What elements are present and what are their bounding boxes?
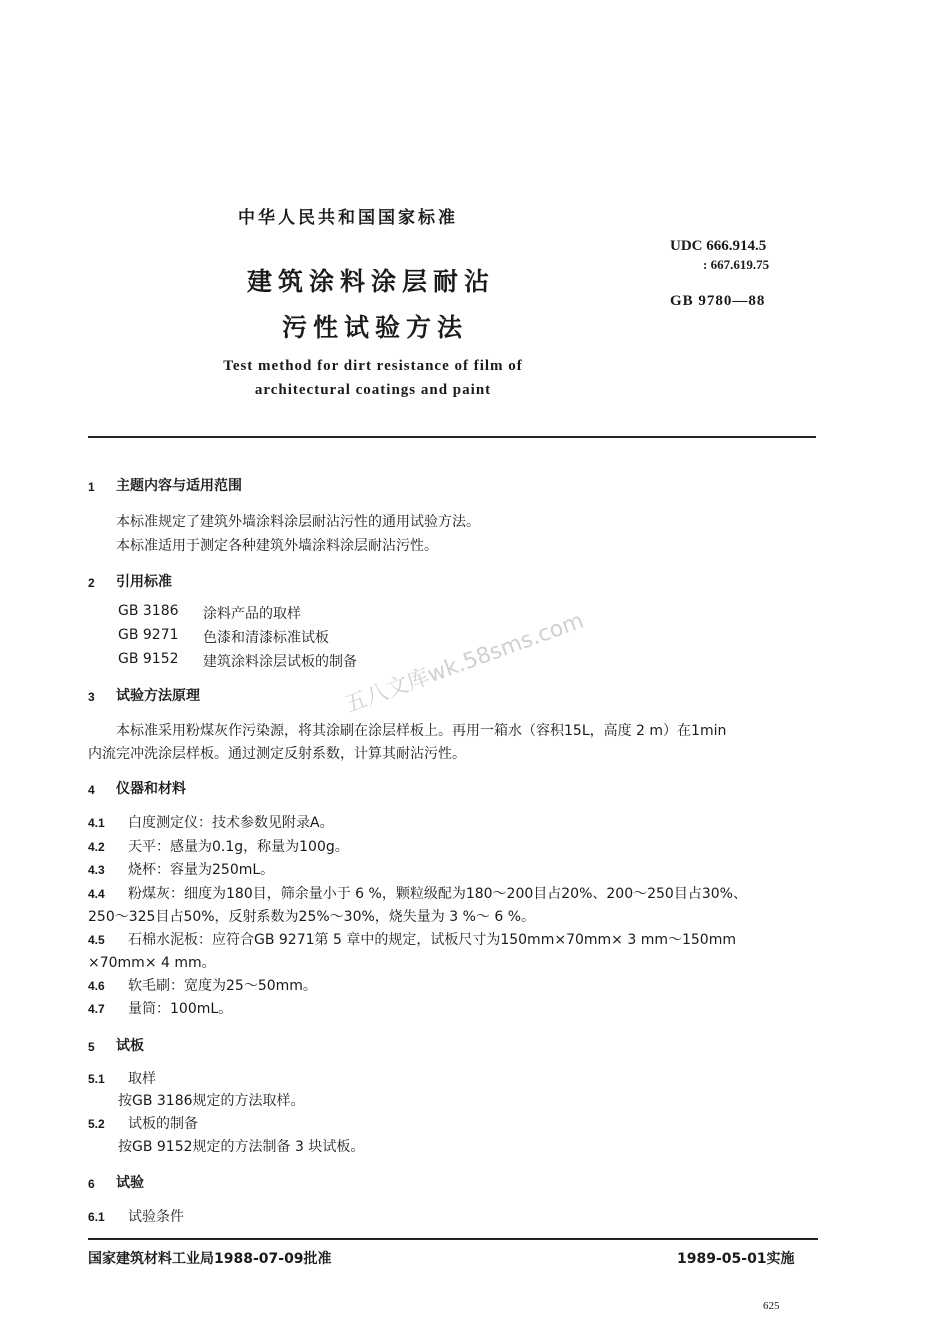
section-title: 仪器和材料 [116, 781, 186, 797]
reference-name: 涂料产品的取样 [203, 606, 301, 622]
reference-code: GB 9271 [118, 627, 179, 643]
item-text: 白度测定仪：技术参数见附录A。 [128, 815, 334, 831]
subsection-number: 6.1 [88, 1210, 105, 1224]
item-number: 4.3 [88, 863, 105, 877]
reference-name: 建筑涂料涂层试板的制备 [203, 654, 357, 670]
section-number: 6 [88, 1177, 95, 1191]
paragraph: 本标准适用于测定各种建筑外墙涂料涂层耐沾污性。 [116, 538, 438, 554]
subsection-number: 5.2 [88, 1117, 105, 1131]
item-number: 4.5 [88, 933, 105, 947]
section-title: 引用标准 [116, 574, 172, 590]
section-number: 4 [88, 783, 95, 797]
approval-date: 国家建筑材料工业局1988-07-09批准 [88, 1251, 332, 1267]
item-text: 石棉水泥板：应符合GB 9271第 5 章中的规定，试板尺寸为150mm×70mm× 3 mm～150mm [128, 932, 736, 948]
section-number: 2 [88, 576, 95, 590]
document-title-line2: 污性试验方法 [282, 313, 469, 342]
section-number: 1 [88, 480, 95, 494]
udc-code: UDC 666.914.5 [670, 238, 767, 254]
section-title: 主题内容与适用范围 [116, 478, 242, 494]
item-text: 天平：感量为0.1g，称量为100g。 [128, 839, 349, 855]
paragraph: 按GB 3186规定的方法取样。 [118, 1093, 305, 1109]
effective-date: 1989-05-01实施 [677, 1251, 795, 1267]
footer-divider [88, 1238, 818, 1240]
page-number: 625 [763, 1300, 780, 1312]
paragraph: 按GB 9152规定的方法制备 3 块试板。 [118, 1139, 365, 1155]
item-text: 量筒：100mL。 [128, 1001, 233, 1017]
english-title-line2: architectural coatings and paint [254, 382, 492, 398]
english-title-line1: Test method for dirt resistance of film of [223, 358, 523, 374]
section-title: 试验方法原理 [116, 688, 200, 704]
section-number: 5 [88, 1040, 95, 1054]
item-text-continued: 250～325目占50%，反射系数为25%～30%，烧失量为 3 %～ 6 %。 [88, 909, 536, 925]
subsection-title: 取样 [128, 1071, 156, 1087]
header-divider [88, 436, 816, 438]
item-number: 4.1 [88, 816, 105, 830]
item-number: 4.6 [88, 979, 105, 993]
reference-name: 色漆和清漆标准试板 [203, 630, 329, 646]
reference-code: GB 9152 [118, 651, 179, 667]
subsection-title: 试验条件 [128, 1209, 184, 1225]
subsection-number: 5.1 [88, 1072, 105, 1086]
document-title-line1: 建筑涂料涂层耐沾 [247, 267, 496, 296]
section-title: 试验 [116, 1175, 144, 1191]
subsection-title: 试板的制备 [128, 1116, 198, 1132]
item-number: 4.7 [88, 1002, 105, 1016]
item-text-continued: ×70mm× 4 mm。 [88, 955, 216, 971]
reference-code: GB 3186 [118, 603, 179, 619]
item-text: 粉煤灰：细度为180目，筛余量小于 6 %，颗粒级配为180～200目占20%、200～250目占30%、 [128, 886, 747, 902]
item-text: 软毛刷：宽度为25～50mm。 [128, 978, 317, 994]
item-number: 4.4 [88, 887, 105, 901]
section-title: 试板 [116, 1038, 144, 1054]
udc-code-continued: : 667.619.75 [703, 257, 770, 272]
paragraph: 本标准采用粉煤灰作污染源，将其涂刷在涂层样板上。再用一箱水（容积15L，高度 2 m）在1min [116, 723, 727, 739]
gb-standard-code: GB 9780—88 [670, 293, 766, 309]
paragraph: 内流完冲洗涂层样板。通过测定反射系数，计算其耐沾污性。 [88, 746, 466, 762]
item-number: 4.2 [88, 840, 105, 854]
watermark: 五八文库wk.58sms.com [341, 608, 588, 719]
paragraph: 本标准规定了建筑外墙涂料涂层耐沾污性的通用试验方法。 [116, 514, 480, 530]
section-number: 3 [88, 690, 95, 704]
item-text: 烧杯：容量为250mL。 [128, 862, 275, 878]
national-standard-label: 中华人民共和国国家标准 [238, 208, 458, 228]
